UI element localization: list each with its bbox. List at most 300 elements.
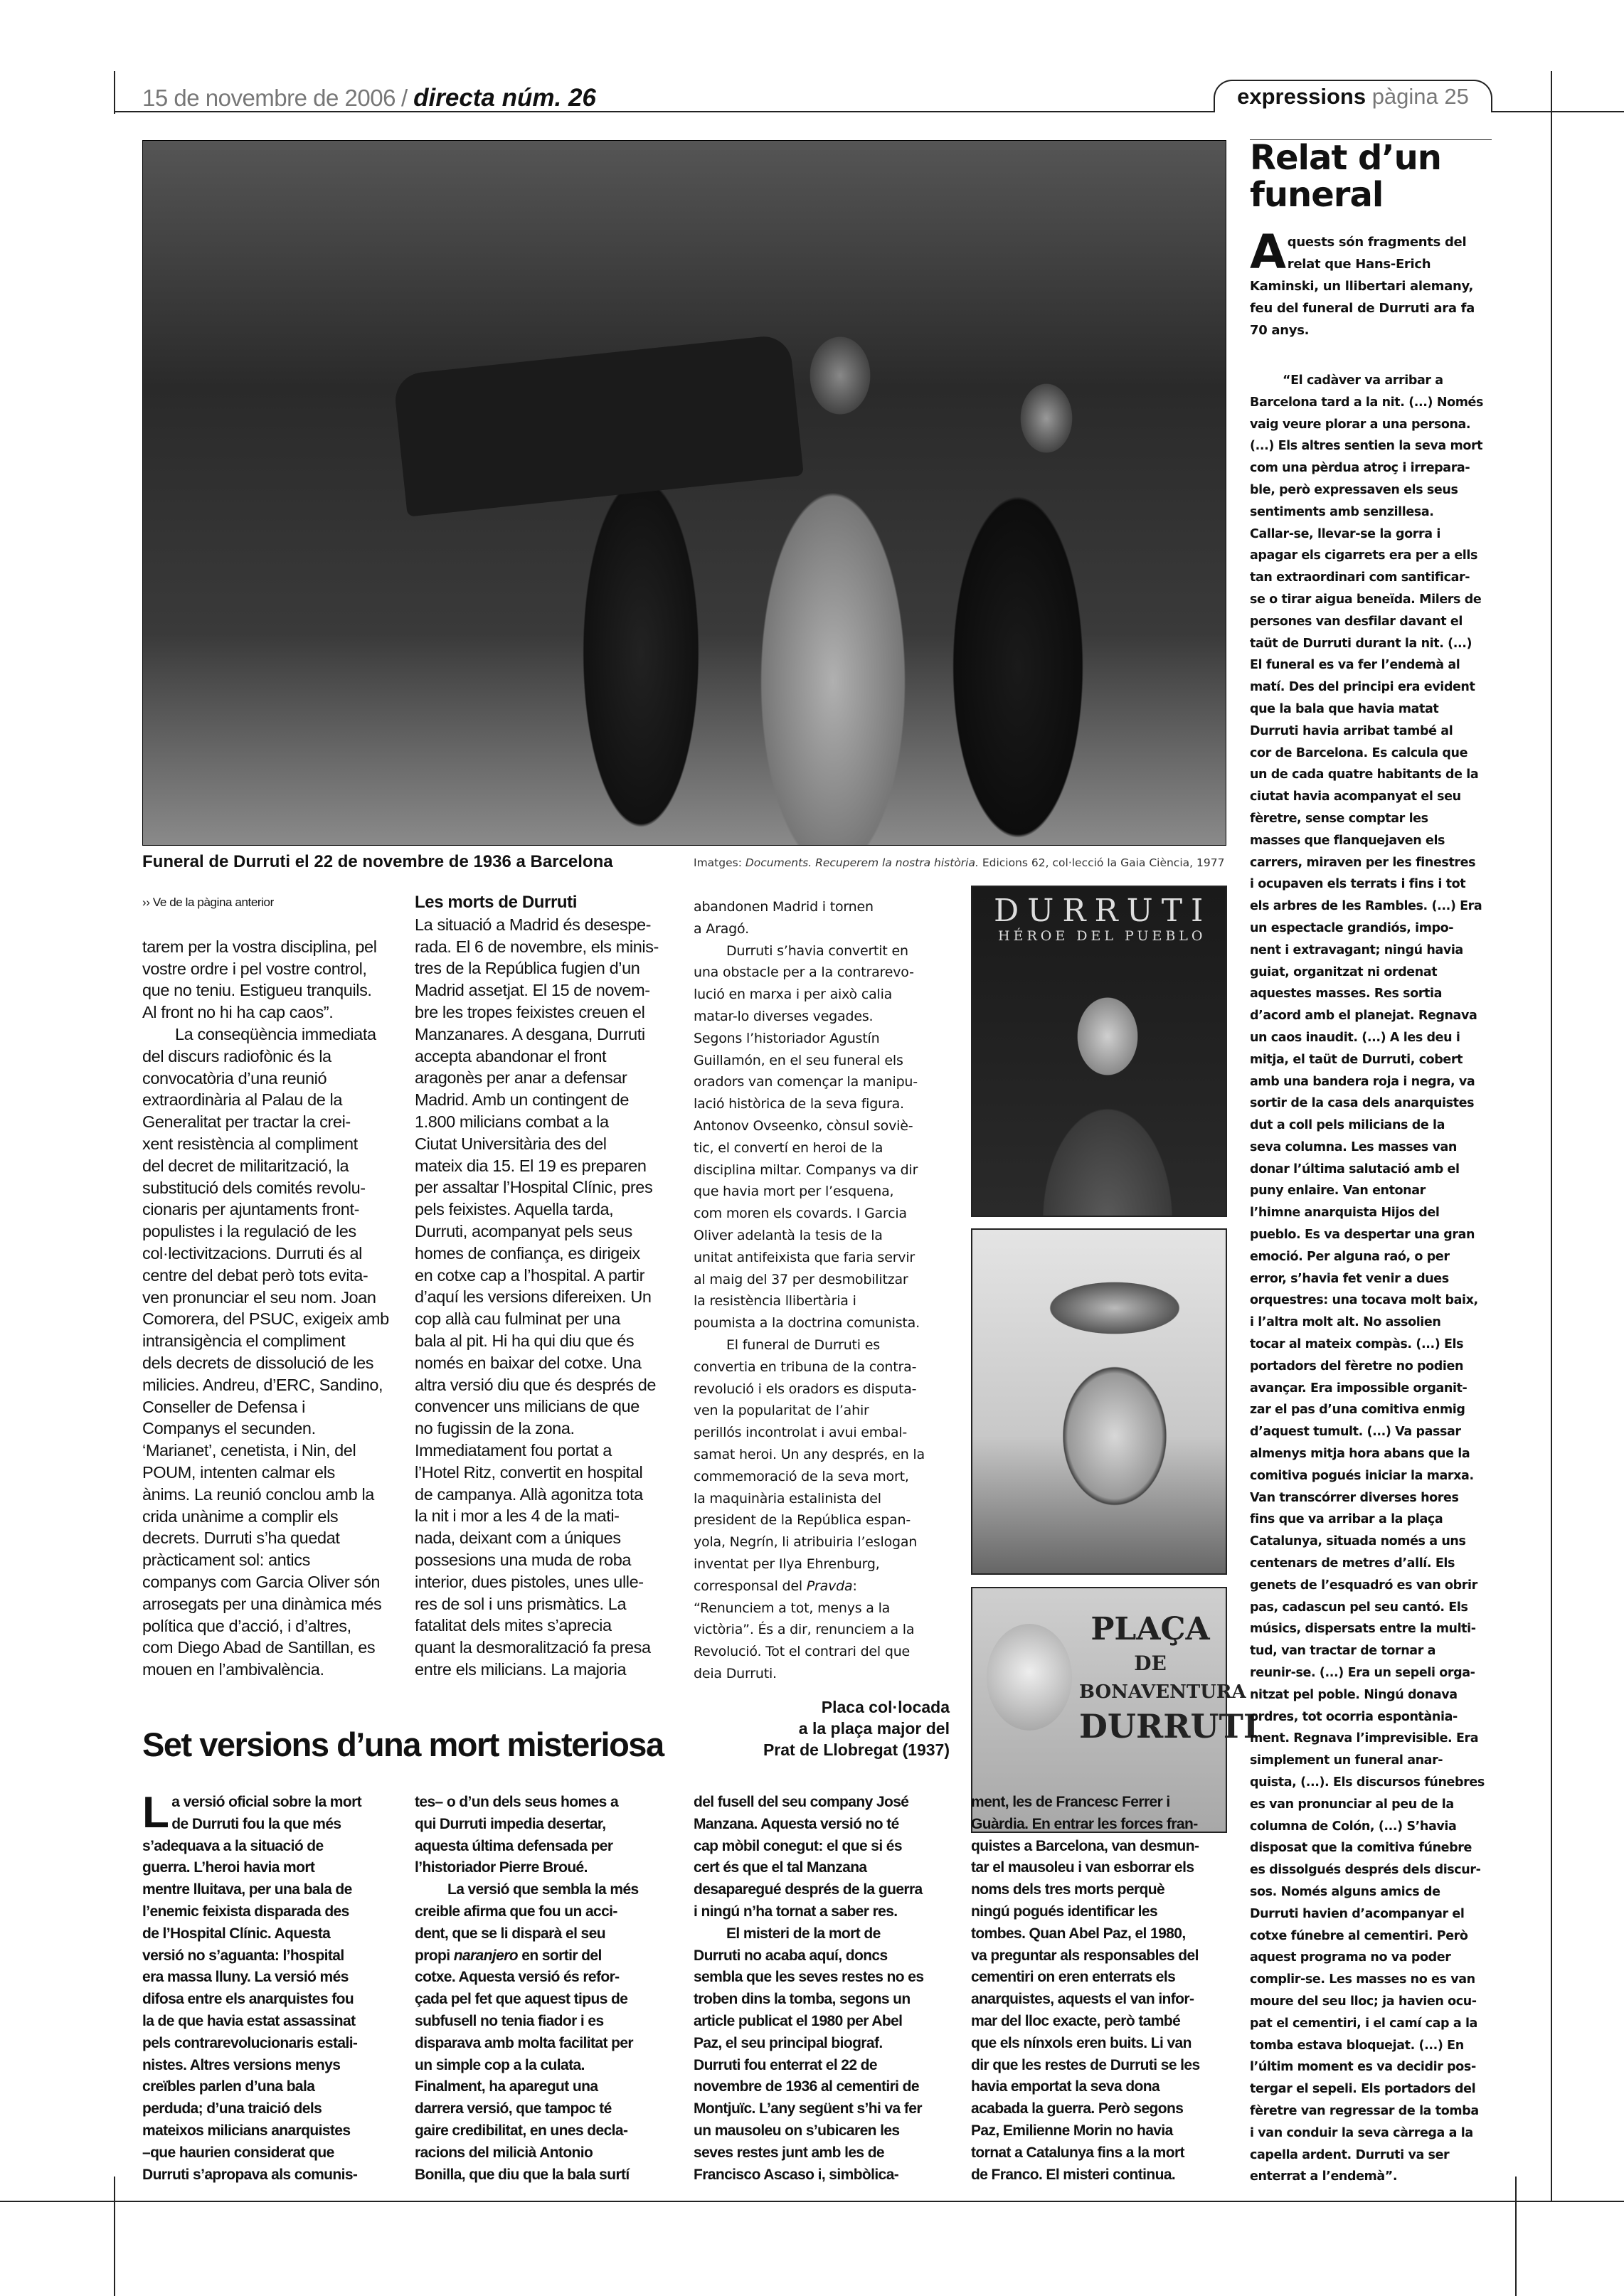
text-line: cor de Barcelona. Es calcula que	[1250, 745, 1468, 760]
text-line: era massa lluny. La versió més	[142, 1969, 349, 1986]
text-line: simplement un funeral anar-	[1250, 1753, 1443, 1768]
caption-line: a la plaça major del	[798, 1719, 950, 1738]
text-line: ordres, tot ocorria espontània-	[1250, 1709, 1458, 1724]
text-line: tar el mausoleu i van esborrar els	[971, 1859, 1194, 1876]
text-line: músics, dispersats entre la multi-	[1250, 1622, 1476, 1637]
text-line: commemoració de la seva mort,	[694, 1468, 909, 1484]
text-line: fatalitat dels mites s’aprecia	[415, 1616, 612, 1635]
intro-line: feu del funeral de Durruti ara fa	[1250, 301, 1475, 316]
text-segment: propi	[415, 1947, 454, 1964]
text-line: Francisco Ascaso i, simbòlica-	[694, 2166, 899, 2183]
text-line: aquesta última defensada per	[415, 1837, 613, 1854]
text-line: article publicat el 1980 per Abel	[694, 2012, 903, 2029]
text-line: l’himne anarquista Hijos del	[1250, 1206, 1440, 1221]
text-line: com moren els covards. I Garcia	[694, 1206, 907, 1222]
text-line: sortir de la casa dels anarquistes	[1250, 1096, 1475, 1111]
text-line: nada, deixant com a úniques	[415, 1529, 621, 1548]
section-tab	[1214, 80, 1492, 112]
text-line: acabada la guerra. Però segons	[971, 2100, 1184, 2117]
text-segment: corresponsal del	[694, 1578, 807, 1594]
text-line: difosa entre els anarquistes fou	[142, 1991, 354, 2008]
intro-line: 70 anys.	[1250, 323, 1310, 338]
text-line: nitzat pel poble. Ningú donava	[1250, 1687, 1458, 1702]
sidebar-quote	[1250, 370, 1485, 2188]
text-line: unitat antifeixista que faria servir	[694, 1249, 916, 1265]
text-line: abandonen Madrid i tornen	[694, 899, 874, 915]
text-line: ven pronunciar el seu nom. Joan	[142, 1287, 376, 1307]
text-line: una obstacle per a la contrarevo-	[694, 964, 914, 981]
text-line: centre del debat però tots evita-	[142, 1265, 368, 1285]
text-line: la resistència llibertària i	[694, 1293, 856, 1309]
article2-column3	[694, 1792, 923, 2186]
text-line: substitució dels comités revolu-	[142, 1178, 366, 1197]
crop-mark	[114, 2177, 115, 2296]
text-line: intransigència el compliment	[142, 1332, 346, 1351]
text-line: crida unànime a complir els	[142, 1506, 339, 1526]
text-line: Generalitat per tractar la crei-	[142, 1112, 351, 1132]
funeral-photo	[142, 140, 1226, 846]
text-line: pueblo. Es va despertar una gran	[1250, 1228, 1475, 1243]
text-line: disciplina miltar. Companys va dir	[694, 1162, 918, 1178]
text-segment: :	[852, 1578, 857, 1594]
text-line: mateixos milicians anarquistes	[142, 2122, 351, 2139]
text-line: ‘Marianet’, cenetista, i Nin, del	[142, 1441, 356, 1460]
plaque-line: DURRUTI	[1079, 1707, 1259, 1745]
text-line: Durruti, acompanyat pels seus	[415, 1221, 632, 1240]
plaque-line: BONAVENTURA	[1079, 1681, 1246, 1703]
crop-mark	[114, 71, 115, 114]
italic-text: naranjero	[453, 1947, 519, 1964]
text-line: Manzanares. A desgana, Durruti	[415, 1024, 645, 1043]
text-line: arrosegats per una dinàmica més	[142, 1594, 382, 1613]
crop-mark	[1551, 71, 1552, 114]
text-line: no fugissin de la zona.	[415, 1419, 575, 1438]
text-line: zar el pas d’una comitiva enmig	[1250, 1403, 1465, 1418]
text-line: Catalunya, situada només a uns	[1250, 1534, 1466, 1549]
text-line: extraordinària al Palau de la	[142, 1090, 343, 1110]
text-line: accepta abandonar el front	[415, 1046, 607, 1065]
credit-title: Documents. Recuperem la nostra història.	[745, 856, 979, 869]
text-line: taüt de Durruti durant la nit. (...)	[1250, 636, 1472, 651]
text-line: Segons l’historiador Agustín	[694, 1030, 880, 1046]
issue-date: 15 de novembre de 2006	[142, 85, 396, 111]
text-line: error, s’havia fet venir a dues	[1250, 1271, 1449, 1286]
subheading: Les morts de Durruti	[415, 893, 578, 912]
text-line: cop allà cau fulminat per una	[415, 1309, 620, 1329]
text-line: –que haurien considerat que	[142, 2144, 334, 2161]
text-line: Durruti s’havia convertit en	[726, 942, 908, 959]
text-line: col·lectivitzacions. Durruti és al	[142, 1243, 362, 1263]
text-line: en cotxe cap a l’hospital. A partir	[415, 1265, 645, 1285]
text-line: puny enlaire. Van entonar	[1250, 1184, 1426, 1199]
text-line: que els nínxols eren buits. Li van	[971, 2034, 1192, 2051]
text-line: rada. El 6 de novembre, els minis-	[415, 937, 659, 956]
text-line	[415, 1945, 639, 1967]
text-line: capella ardent. Durruti va ser	[1250, 2147, 1450, 2162]
text-line: possesions una muda de roba	[415, 1550, 632, 1569]
text-line: havia emportat la seva dona	[971, 2078, 1160, 2095]
text-line: novembre de 1936 al cementiri de	[694, 2078, 919, 2095]
text-line: d’aquí les versions difereixen. Un	[415, 1287, 652, 1307]
text-line: bala al pit. Hi ha qui diu que és	[415, 1331, 635, 1350]
article1-column3	[694, 896, 925, 1685]
text-line: quant la desmoralització fa presa	[415, 1638, 651, 1657]
sidebar-title	[1250, 139, 1441, 213]
text-line: Paz, el seu principal biograf.	[694, 2034, 883, 2051]
text-line: cap mòbil conegut: el que si és	[694, 1837, 902, 1854]
text-line: cert és que el tal Manzana	[694, 1859, 867, 1876]
drop-cap: L	[142, 1788, 169, 1837]
text-line: La conseqüència immediata	[175, 1024, 376, 1043]
text-line: Immediatament fou portat a	[415, 1440, 612, 1460]
article2-column2	[415, 1792, 639, 2186]
text-line: d’aquest tumult. (...) Va passar	[1250, 1425, 1461, 1440]
text-line: pat el cementiri, i el camí cap a la	[1250, 2016, 1477, 2031]
text-line: dut a coll pels milicians de la	[1250, 1118, 1445, 1133]
page-header	[142, 84, 596, 112]
text-line: Durruti no acaba aquí, doncs	[694, 1947, 888, 1964]
text-line: nent i extravagant; ningú havia	[1250, 942, 1463, 957]
text-line: com una pèrdua atroç i irrepara-	[1250, 461, 1470, 476]
poster-title: DURRUTI	[994, 893, 1212, 929]
italic-text: Pravda	[806, 1578, 853, 1594]
plaque-line: PLAÇA	[1090, 1611, 1210, 1647]
caption-line: Prat de Llobregat (1937)	[763, 1740, 950, 1759]
text-line: la de que havia estat assassinat	[142, 2012, 356, 2029]
text-line: president de la República espan-	[694, 1512, 911, 1529]
text-line: Conseller de Defensa i	[142, 1397, 305, 1416]
text-line: disposat que la comitiva fúnebre	[1250, 1841, 1472, 1856]
text-line: dir que les restes de Durruti se les	[971, 2056, 1200, 2073]
text-line: aquest programa no va poder	[1250, 1950, 1451, 1965]
text-line: homes de confiança, es dirigeix	[415, 1243, 640, 1263]
text-line: tan extraordinari com santificar-	[1250, 570, 1470, 585]
text-line: tud, van tractar de tornar a	[1250, 1644, 1436, 1659]
text-line: la nit i mor a les 4 de la mati-	[415, 1506, 620, 1526]
text-line: (...) Els altres sentien la seva mort	[1250, 439, 1483, 454]
credit-prefix: Imatges:	[694, 856, 745, 869]
text-line: cementiri on eren enterrats els	[971, 1969, 1176, 1986]
text-line: a Aragó.	[694, 920, 749, 937]
header-separator: /	[400, 85, 408, 111]
text-line: tic, el convertí en heroi de la	[694, 1139, 883, 1156]
caption-line: Placa col·locada	[821, 1698, 950, 1716]
text-line: quista, (...). Els discursos fúnebres	[1250, 1775, 1485, 1790]
intro-line: Kaminski, un llibertari alemany,	[1250, 279, 1474, 294]
text-line: çada pel fet que aquest tipus de	[415, 1991, 628, 2008]
text-line: amb una bandera roja i negra, va	[1250, 1074, 1475, 1089]
text-line: de l’Hospital Clínic. Aquesta	[142, 1925, 331, 1942]
text-line: aragonès per anar a defensar	[415, 1068, 627, 1088]
text-line: només en baixar del cotxe. Una	[415, 1353, 642, 1372]
text-line: portadors del fèretre no podien	[1250, 1359, 1464, 1373]
text-line: xent resistència al compliment	[142, 1134, 358, 1153]
text-line: Comorera, del PSUC, exigeix amb	[142, 1309, 389, 1329]
text-line: ven la popularitat de l’ahir	[694, 1403, 869, 1419]
text-line: milicies. Andreu, d’ERC, Sandino,	[142, 1375, 383, 1394]
durruti-portrait-image	[971, 1228, 1227, 1575]
text-line: tocar al mateix compàs. (...) Els	[1250, 1337, 1464, 1352]
text-line: anarquistes, aquests el van infor-	[971, 1991, 1194, 2008]
text-line: Guàrdia. En entrar les forces fran-	[971, 1815, 1198, 1832]
text-line: de campanya. Allà agonitza tota	[415, 1484, 643, 1504]
text-line: pas, cadascun pel seu cantó. Els	[1250, 1600, 1468, 1615]
title-line: funeral	[1250, 175, 1384, 215]
text-line: i van conduir la seva càrrega a la	[1250, 2125, 1473, 2140]
text-line: La versió que sembla la més	[447, 1881, 639, 1898]
text-line: troben dins la tomba, segons un	[694, 1991, 911, 2008]
text-line: Guillamón, en el seu funeral els	[694, 1052, 903, 1068]
durruti-poster-image	[971, 886, 1227, 1217]
text-line: El funeral es va fer l’endemà al	[1250, 658, 1460, 673]
text-line: l’historiador Pierre Broué.	[415, 1859, 588, 1876]
article1-column2	[415, 892, 659, 1681]
text-line: El misteri de la mort de	[726, 1925, 881, 1942]
plaque-line: DE	[1134, 1652, 1167, 1675]
text-line: populistes i la regulació de les	[142, 1222, 356, 1241]
text-line: seva columna. Les masses van	[1250, 1139, 1457, 1154]
text-line: ningú pogués identificar les	[971, 1903, 1158, 1920]
text-line: inventat per Ilya Ehrenburg,	[694, 1556, 880, 1572]
text-line: i l’altra molt alt. No assolien	[1250, 1315, 1441, 1330]
text-line: yola, Negrín, li atribuiria l’eslogan	[694, 1534, 918, 1551]
text-line: sembla que les seves restes no es	[694, 1969, 924, 1986]
text-line: que havia mort per l’esquena,	[694, 1184, 894, 1200]
text-line: columna de Colón, (...) S’havia	[1250, 1819, 1457, 1834]
right-margin-rule	[1551, 111, 1552, 2202]
text-line: companys com Garcia Oliver són	[142, 1572, 381, 1591]
text-line: es dissolgués després dels discur-	[1250, 1863, 1481, 1878]
text-line: Paz, Emilienne Morin no havia	[971, 2122, 1173, 2139]
text-line: un caos inaudit. (...) A les deu i	[1250, 1030, 1460, 1045]
text-line: convocatòria d’una reunió	[142, 1068, 327, 1088]
text-line: a versió oficial sobre la mort	[171, 1794, 362, 1810]
text-line: almenys mitja hora abans que la	[1250, 1447, 1470, 1462]
text-line: desaparegué després de la guerra	[694, 1881, 923, 1898]
text-line: Oliver adelantà la tesis de la	[694, 1227, 883, 1243]
text-line: revolució i els oradors es disputa-	[694, 1381, 917, 1397]
text-line: dent, que se li disparà el seu	[415, 1925, 605, 1942]
plaque-caption	[763, 1696, 950, 1760]
text-line: subfusell no tenia fiador i es	[415, 2012, 604, 2029]
text-line: de Franco. El misteri continua.	[971, 2166, 1176, 2183]
text-line: l’Hotel Ritz, convertit en hospital	[415, 1462, 643, 1482]
text-line: pels feixistes. Aquella tarda,	[415, 1200, 614, 1219]
sidebar-intro	[1250, 225, 1475, 341]
text-line: El funeral de Durruti es	[726, 1336, 880, 1353]
text-line: tornat a Catalunya fins a la mort	[971, 2144, 1184, 2161]
text-line: tergar el sepeli. Els portadors del	[1250, 2082, 1476, 2097]
text-line: masses que flanquejaven els	[1250, 833, 1445, 848]
poster-subtitle: HÉROE DEL PUEBLO	[998, 928, 1206, 944]
text-line: guiat, organitzat ni ordenat	[1250, 964, 1438, 979]
text-line: matar-lo diverses vegades.	[694, 1008, 874, 1024]
text-line: “El cadàver va arribar a	[1283, 373, 1443, 388]
text-line: Bonilla, que diu que la bala surtí	[415, 2166, 630, 2183]
text-line: un de cada quatre habitants de la	[1250, 767, 1479, 782]
drop-cap: A	[1250, 225, 1286, 280]
text-line: victòria”. És a dir, renunciem a la	[694, 1622, 915, 1638]
text-line: com Diego Abad de Santillan, es	[142, 1638, 376, 1657]
text-line: quistes a Barcelona, van desmun-	[971, 1837, 1199, 1854]
text-line: lució en marxa i per això calia	[694, 987, 893, 1003]
text-line: orquestres: una tocava molt baix,	[1250, 1293, 1478, 1308]
article2-column1	[142, 1788, 362, 2186]
text-line: pràcticament sol: antics	[142, 1551, 310, 1570]
text-line: altra versió diu que és després de	[415, 1375, 657, 1394]
text-line: del fusell del seu company José	[694, 1794, 909, 1810]
intro-line: relat que Hans-Erich	[1287, 257, 1431, 272]
text-line: ciutat havia acompanyat el seu	[1250, 790, 1461, 804]
issue-number: directa núm. 26	[413, 84, 596, 112]
text-line: res de sol i uns prismàtics. La	[415, 1594, 627, 1613]
text-line: carrers, miraven per les finestres	[1250, 855, 1476, 870]
continued-from-link[interactable]: ›› Ve de la pàgina anterior	[142, 895, 274, 909]
article2-column4	[971, 1792, 1200, 2186]
text-line: genets de l’esquadró es van obrir	[1250, 1578, 1477, 1593]
text-line: Madrid assetjat. El 15 de novem-	[415, 981, 650, 1000]
text-line: política que d’acció, i d’altres,	[142, 1616, 351, 1635]
text-line: cotxe. Aquesta versió és refor-	[415, 1969, 620, 1986]
text-line: un simple cop a la culata.	[415, 2056, 585, 2073]
text-line: Al front no hi ha cap caos”.	[142, 1003, 334, 1022]
text-line: enterrat a l’endemà”.	[1250, 2169, 1398, 2184]
plaque-medallion	[987, 1624, 1072, 1731]
text-line: samat heroi. Un any després, en la	[694, 1446, 925, 1462]
text-line: decrets. Durruti s’ha quedat	[142, 1529, 340, 1548]
text-line: ble, però expressaven els seus	[1250, 482, 1458, 497]
text-line: matí. Des del principi era evident	[1250, 680, 1475, 695]
text-line: l’enemic feixista disparada des	[142, 1903, 349, 1920]
text-line: del discurs radiofònic és la	[142, 1046, 331, 1065]
text-line: centenars de metres d’allí. Els	[1250, 1556, 1455, 1571]
coffin-shape	[393, 334, 804, 516]
text-line: moure del seu lloc; ja havien ocu-	[1250, 1994, 1477, 2009]
page-number: pàgina 25	[1371, 84, 1469, 109]
image-credit	[694, 856, 1224, 869]
text-line: perillós incontrolat i avui embal-	[694, 1425, 908, 1441]
text-line	[694, 1575, 925, 1598]
text-line: convertia en tribuna de la contra-	[694, 1359, 917, 1375]
text-line: s’adequava a la situació de	[142, 1837, 324, 1854]
text-line: Durruti s’apropava als comunis-	[142, 2166, 358, 2183]
text-line: bre les tropes feixistes creuen el	[415, 1002, 645, 1021]
text-line: complir-se. Les masses no es van	[1250, 1972, 1475, 1987]
text-line: gaire credibilitat, en unes decla-	[415, 2122, 628, 2139]
text-line: va preguntar als responsables del	[971, 1947, 1199, 1964]
text-line: ment, les de Francesc Ferrer i	[971, 1794, 1170, 1810]
text-line: i ningú n’ha tornat a saber res.	[694, 1903, 898, 1920]
text-line: tombes. Quan Abel Paz, el 1980,	[971, 1925, 1186, 1942]
text-line: donar l’última salutació amb el	[1250, 1162, 1460, 1176]
text-line: 1.800 milicians combat a la	[415, 1112, 609, 1131]
article1-column1	[142, 892, 389, 1681]
text-line: Manzana. Aquesta versió no té	[694, 1815, 899, 1832]
text-line: fèretre van regressar de la tomba	[1250, 2103, 1479, 2118]
text-line: noms dels tres morts perquè	[971, 1881, 1165, 1898]
text-line: l’últim moment es va decidir pos-	[1250, 2060, 1476, 2075]
text-line: tarem per la vostra disciplina, pel	[142, 937, 377, 956]
text-line: tes– o d’un dels seus homes a	[415, 1794, 619, 1810]
text-line: lació històrica de la seva figura.	[694, 1096, 904, 1112]
article2-headline: Set versions d’una mort misteriosa	[142, 1726, 664, 1763]
text-line: “Renunciem a tot, menys a la	[694, 1600, 891, 1616]
text-line: ment. Regnava l’imprevisible. Era	[1250, 1731, 1479, 1746]
text-line: guerra. L’heroi havia mort	[142, 1859, 315, 1876]
text-line: Finalment, ha aparegut una	[415, 2078, 598, 2095]
text-line: Durruti havia arribat també al	[1250, 723, 1453, 738]
text-line: sos. Només alguns amics de	[1250, 1884, 1440, 1899]
text-line: per assaltar l’Hospital Clínic, pres	[415, 1178, 653, 1197]
text-line: Van transcórrer diverses hores	[1250, 1490, 1459, 1505]
text-line: fins que va arribar a la plaça	[1250, 1512, 1443, 1527]
intro-line: quests són fragments del	[1287, 235, 1467, 250]
text-line: la maquinària estalinista del	[694, 1490, 881, 1506]
text-line: que no teniu. Estigueu tranquils.	[142, 981, 372, 1000]
plaque-text	[1079, 1610, 1259, 1746]
text-line: mouen en l’ambivalència.	[142, 1660, 324, 1679]
text-line: pels contrarevolucionaris estali-	[142, 2034, 358, 2051]
text-line: perduda; d’una traició dels	[142, 2100, 322, 2117]
text-line: nistes. Altres versions menys	[142, 2056, 341, 2073]
text-line: de Durruti fou la que més	[171, 1815, 341, 1832]
text-line: mitja, el taüt de Durruti, cobert	[1250, 1052, 1463, 1067]
text-line: racions del milicià Antonio	[415, 2144, 593, 2161]
text-line: POUM, intenten calmar els	[142, 1462, 335, 1482]
text-line: interior, dues pistoles, unes ulle-	[415, 1572, 644, 1591]
text-line: Barcelona tard a la nit. (...) Només	[1250, 395, 1484, 410]
text-line: convencer uns milicians de que	[415, 1397, 639, 1416]
text-line: cotxe fúnebre al cementiri. Però	[1250, 1928, 1468, 1943]
text-line: vostre ordre i pel vostre control,	[142, 959, 367, 978]
text-line: que la bala que havia matat	[1250, 701, 1439, 716]
text-line: mateix dia 15. El 19 es preparen	[415, 1156, 647, 1175]
section-name: expressions	[1237, 84, 1366, 109]
text-line: vaig veure plorar a una persona.	[1250, 417, 1471, 432]
text-line: els arbres de les Rambles. (...) Era	[1250, 899, 1482, 914]
text-line: Antonov Ovseenko, cònsul soviè-	[694, 1117, 913, 1134]
text-line: del decret de militarització, la	[142, 1156, 349, 1175]
text-line: creïbles parlen d’una bala	[142, 2078, 315, 2095]
text-line: un mausoleu on s’ubicaren les	[694, 2122, 900, 2139]
text-line: avançar. Era impossible organit-	[1250, 1381, 1468, 1396]
photo-caption: Funeral de Durruti el 22 de novembre de 1936 a Barcelona	[142, 852, 613, 871]
text-line: versió no s’aguanta: l’hospital	[142, 1947, 344, 1964]
text-line: Durruti fou enterrat el 22 de	[694, 2056, 877, 2073]
text-line: Durruti havien d’acompanyar el	[1250, 1906, 1465, 1921]
text-line: mar del lloc exacte, però també	[971, 2012, 1181, 2029]
text-line: deia Durruti.	[694, 1665, 777, 1681]
text-line: i ocupaven els terrats i fins i tot	[1250, 877, 1466, 892]
text-line: seves restes junt amb les de	[694, 2144, 885, 2161]
text-line: sentiments amb senzillesa.	[1250, 504, 1434, 519]
text-line: qui Durruti impedia desertar,	[415, 1815, 606, 1832]
text-line: Revolució. Tot el contrari del que	[694, 1644, 911, 1660]
text-line: tres de la República fugien d’un	[415, 959, 640, 978]
text-line: creible afirma que fou un acci-	[415, 1903, 617, 1920]
text-line: Montjuïc. L’any següent s’hi va fer	[694, 2100, 922, 2117]
text-line: Callar-se, llevar-se la gorra i	[1250, 526, 1440, 541]
text-line: aquestes masses. Res sortia	[1250, 987, 1443, 1001]
text-line: mentre lluitava, per una bala de	[142, 1881, 352, 1898]
text-line: apagar els cigarrets era per a ells	[1250, 548, 1477, 563]
text-line: reunir-se. (...) Era un sepeli orga-	[1250, 1666, 1475, 1681]
text-line: cionaris per ajuntaments front-	[142, 1200, 359, 1219]
text-line: se o tirar aigua beneïda. Milers de	[1250, 592, 1482, 607]
text-line: dels decrets de dissolució de les	[142, 1353, 374, 1372]
text-line: La situació a Madrid és desespe-	[415, 915, 652, 934]
text-line: Madrid. Amb un contingent de	[415, 1090, 630, 1110]
